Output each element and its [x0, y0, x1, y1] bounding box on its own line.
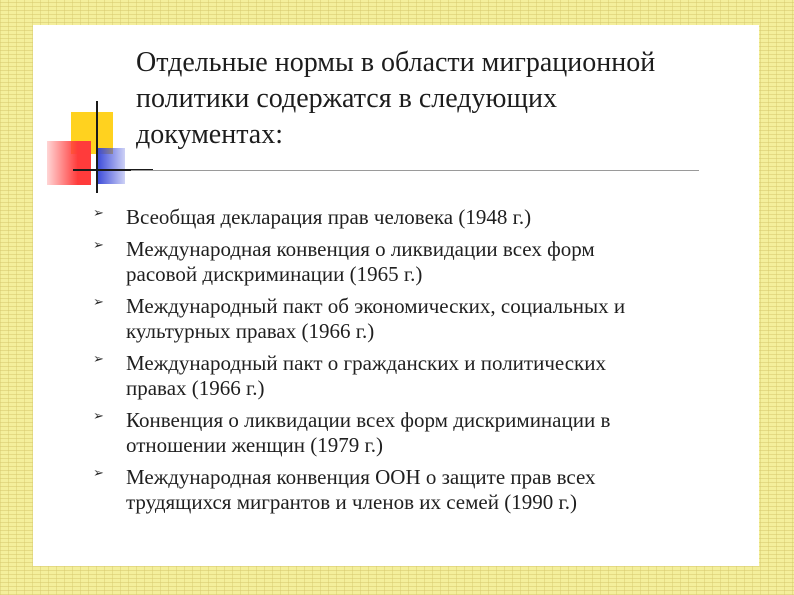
slide-title: [136, 45, 746, 153]
list-item-text: трудящихся мигрантов и членов их семей (1990 г.): [126, 490, 577, 514]
blue-square: [97, 148, 125, 184]
list-item-text: Международная конвенция о ликвидации всех форм: [126, 237, 595, 261]
chevron-right-icon: ➢: [93, 295, 104, 310]
chevron-right-icon: ➢: [93, 352, 104, 367]
chevron-right-icon: ➢: [93, 238, 104, 253]
document-list: [93, 205, 733, 522]
list-item-text: Международная конвенция ООН о защите прав всех: [126, 465, 596, 489]
chevron-right-icon: ➢: [93, 409, 104, 424]
list-item-text: расовой дискриминации (1965 г.): [126, 262, 423, 286]
title-line: документах:: [136, 119, 283, 150]
red-square: [47, 141, 91, 185]
list-item-text: Конвенция о ликвидации всех форм дискриминации в: [126, 408, 611, 432]
title-line: Отдельные нормы в области миграционной: [136, 47, 656, 78]
title-divider: [131, 170, 699, 171]
title-line: политики содержатся в следующих: [136, 83, 557, 114]
list-item-text: правах (1966 г.): [126, 376, 265, 400]
list-item-text: Международный пакт о гражданских и политических: [126, 351, 606, 375]
list-item-text: культурных правах (1966 г.): [126, 319, 375, 343]
list-item-text: Международный пакт об экономических, социальных и: [126, 294, 626, 318]
list-item: [93, 237, 733, 287]
slide: [33, 25, 759, 566]
list-item: [93, 351, 733, 401]
chevron-right-icon: ➢: [93, 466, 104, 481]
list-item: [93, 408, 733, 458]
list-item: [93, 294, 733, 344]
list-item: [93, 465, 733, 515]
list-item-text: отношении женщин (1979 г.): [126, 433, 384, 457]
list-item-text: Всеобщая декларация прав человека (1948 г.): [126, 205, 532, 229]
chevron-right-icon: ➢: [93, 206, 104, 221]
vertical-accent-line: [96, 101, 98, 193]
list-item: [93, 205, 733, 230]
